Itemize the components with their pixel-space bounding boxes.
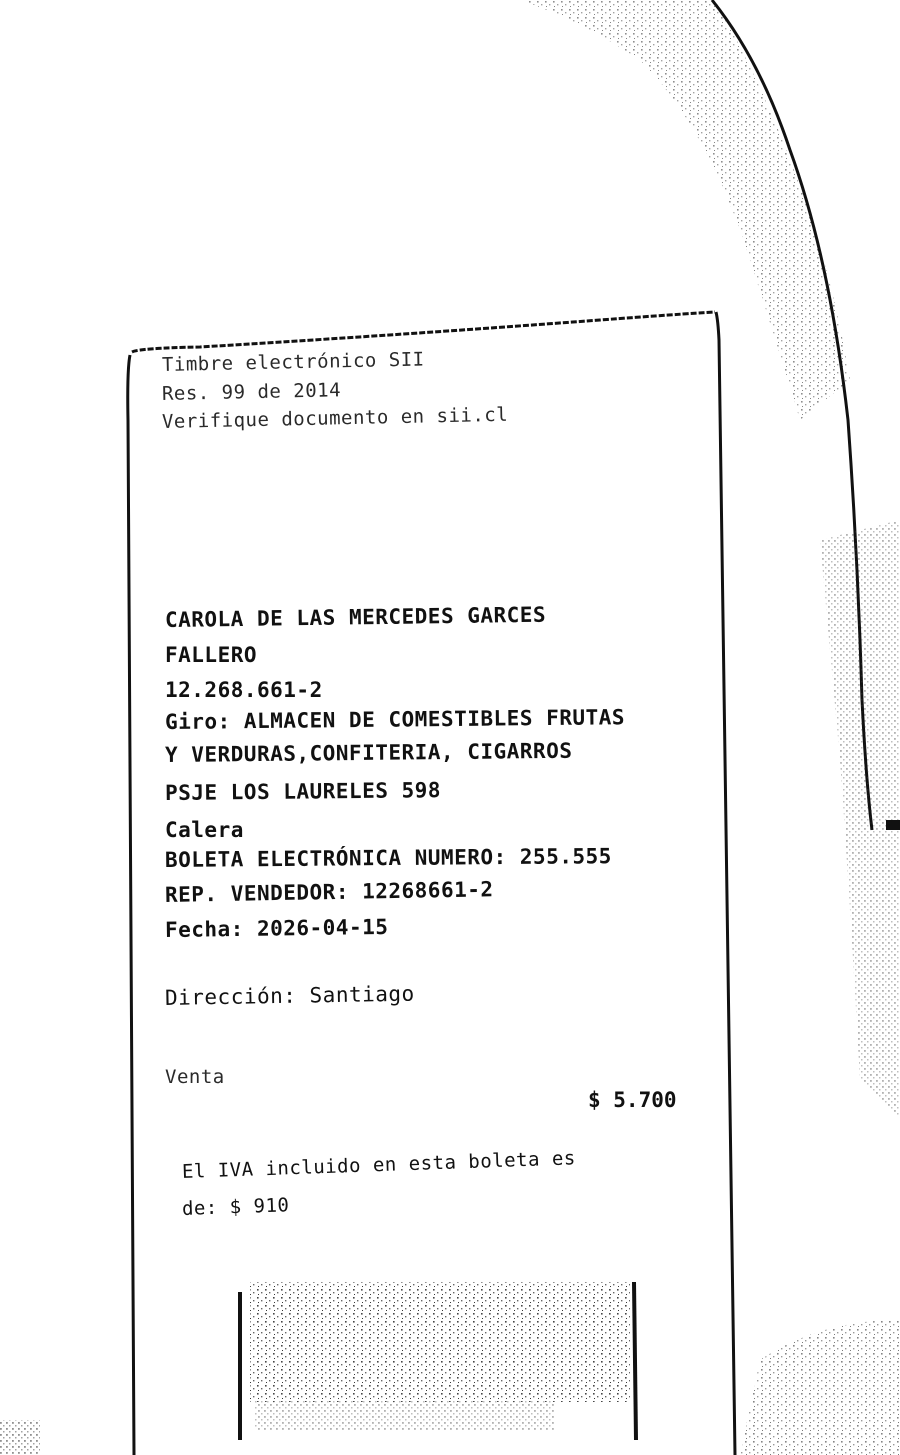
venta-label: Venta [165,1066,225,1088]
receipt-top-border [132,312,715,352]
sii-resolution: Res. 99 de 2014 [161,379,342,405]
issuer-giro-line2: Y VERDURAS,CONFITERIA, CIGARROS [164,738,573,767]
timbre-barcode [240,1282,636,1440]
issuer-name-line1: CAROLA DE LAS MERCEDES GARCES [164,602,547,632]
vendedor-rut: REP. VENDEDOR: 12268661-2 [164,877,494,907]
fecha: Fecha: 2026-04-15 [164,914,389,942]
receipt-left-border [128,355,134,1455]
sii-stamp-title: Timbre electrónico SII [161,348,425,376]
issuer-name-line2: FALLERO [165,643,258,667]
issuer-city: Calera [165,818,244,842]
issuer-address: PSJE LOS LAURELES 598 [164,778,442,805]
boleta-number: BOLETA ELECTRÓNICA NUMERO: 255.555 [164,844,612,872]
sii-verify-text: Verifique documento en sii.cl [161,403,509,433]
receipt-right-border [716,312,735,1455]
iva-text-line2: de: $ 910 [181,1194,290,1220]
iva-text-line1: El IVA incluido en esta boleta es [181,1147,577,1183]
venta-amount: $ 5.700 [588,1088,677,1112]
direccion: Dirección: Santiago [164,981,415,1010]
issuer-rut: 12.268.661-2 [165,678,323,702]
issuer-giro-line1: Giro: ALMACEN DE COMESTIBLES FRUTAS [164,705,626,734]
